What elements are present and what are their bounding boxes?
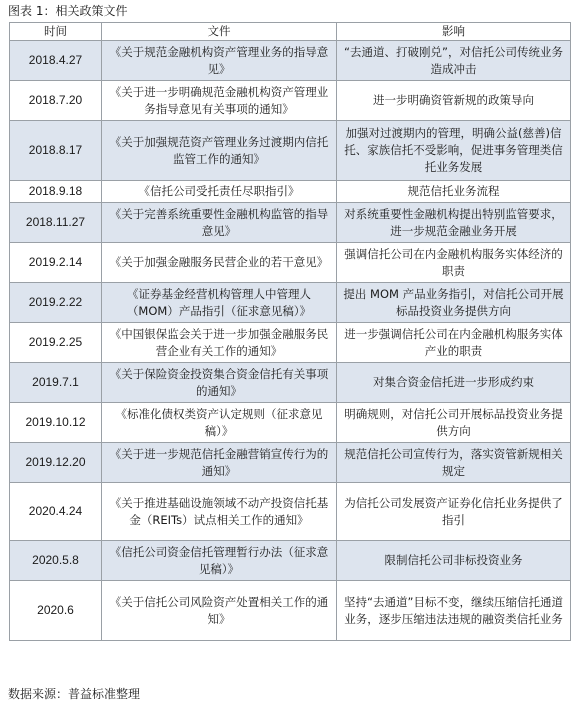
table-row	[10, 243, 571, 283]
header-date: 时间	[10, 23, 102, 41]
date-cell: 2019.2.22	[10, 283, 102, 323]
header-impact: 影响	[337, 23, 571, 41]
date-cell: 2018.8.17	[10, 121, 102, 181]
file-cell: 《关于进一步明确规范金融机构资产管理业务指导意见有关事项的通知》	[102, 81, 337, 121]
impact-cell: 加强对过渡期内的管理，明确公益(慈善)信托、家族信托不受影响，促进事务管理类信托业务发展	[337, 121, 571, 181]
file-cell: 《关于规范金融机构资产管理业务的指导意见》	[102, 41, 337, 81]
policy-table	[9, 22, 571, 641]
date-cell: 2020.5.8	[10, 541, 102, 581]
impact-cell: 限制信托公司非标投资业务	[337, 541, 571, 581]
file-cell: 《关于进一步规范信托金融营销宣传行为的通知》	[102, 443, 337, 483]
impact-cell: 提出 MOM 产品业务指引，对信托公司开展标品投资业务提供方向	[337, 283, 571, 323]
date-cell: 2018.7.20	[10, 81, 102, 121]
file-cell: 《关于加强金融服务民营企业的若干意见》	[102, 243, 337, 283]
impact-cell: 强调信托公司在内金融机构服务实体经济的职责	[337, 243, 571, 283]
table-row	[10, 203, 571, 243]
date-cell: 2020.4.24	[10, 483, 102, 541]
table-row	[10, 121, 571, 181]
file-cell: 《关于保险资金投资集合资金信托有关事项的通知》	[102, 363, 337, 403]
impact-cell: 对系统重要性金融机构提出特别监管要求，进一步规范金融业务开展	[337, 203, 571, 243]
table-row	[10, 181, 571, 203]
table-row	[10, 323, 571, 363]
impact-cell: 明确规则，对信托公司开展标品投资业务提供方向	[337, 403, 571, 443]
impact-cell: 进一步明确资管新规的政策导向	[337, 81, 571, 121]
source-note: 数据来源：普益标准整理	[8, 687, 141, 701]
date-cell: 2019.2.25	[10, 323, 102, 363]
file-cell: 《信托公司资金信托管理暂行办法（征求意见稿）》	[102, 541, 337, 581]
table-caption: 图表 1：相关政策文件	[8, 4, 128, 18]
impact-cell: 进一步强调信托公司在内金融机构服务实体产业的职责	[337, 323, 571, 363]
impact-cell: 为信托公司发展资产证券化信托业务提供了指引	[337, 483, 571, 541]
date-cell: 2018.9.18	[10, 181, 102, 203]
file-cell: 《关于完善系统重要性金融机构监管的指导意见》	[102, 203, 337, 243]
date-cell: 2019.12.20	[10, 443, 102, 483]
file-cell: 《标准化债权类资产认定规则（征求意见稿）》	[102, 403, 337, 443]
date-cell: 2020.6	[10, 581, 102, 641]
date-cell: 2019.7.1	[10, 363, 102, 403]
impact-cell: 对集合资金信托进一步形成约束	[337, 363, 571, 403]
file-cell: 《关于推进基础设施领域不动产投资信托基金（REITs）试点相关工作的通知》	[102, 483, 337, 541]
table-row	[10, 483, 571, 541]
table-row	[10, 403, 571, 443]
date-cell: 2019.10.12	[10, 403, 102, 443]
table-row	[10, 581, 571, 641]
date-cell: 2019.2.14	[10, 243, 102, 283]
table-row	[10, 81, 571, 121]
table-row	[10, 443, 571, 483]
file-cell: 《中国银保监会关于进一步加强金融服务民营企业有关工作的通知》	[102, 323, 337, 363]
file-cell: 《关于加强规范资产管理业务过渡期内信托监管工作的通知》	[102, 121, 337, 181]
impact-cell: 规范信托业务流程	[337, 181, 571, 203]
table-row	[10, 363, 571, 403]
date-cell: 2018.4.27	[10, 41, 102, 81]
date-cell: 2018.11.27	[10, 203, 102, 243]
impact-cell: 坚持“去通道”目标不变，继续压缩信托通道业务，逐步压缩违法违规的融资类信托业务	[337, 581, 571, 641]
file-cell: 《信托公司受托责任尽职指引》	[102, 181, 337, 203]
table-row	[10, 541, 571, 581]
impact-cell: “去通道、打破刚兑”，对信托公司传统业务造成冲击	[337, 41, 571, 81]
header-file: 文件	[102, 23, 337, 41]
table-row	[10, 283, 571, 323]
file-cell: 《关于信托公司风险资产处置相关工作的通知》	[102, 581, 337, 641]
file-cell: 《证券基金经营机构管理人中管理人（MOM）产品指引（征求意见稿）》	[102, 283, 337, 323]
table-header-row	[10, 23, 571, 41]
table-row	[10, 41, 571, 81]
impact-cell: 规范信托公司宣传行为，落实资管新规相关规定	[337, 443, 571, 483]
